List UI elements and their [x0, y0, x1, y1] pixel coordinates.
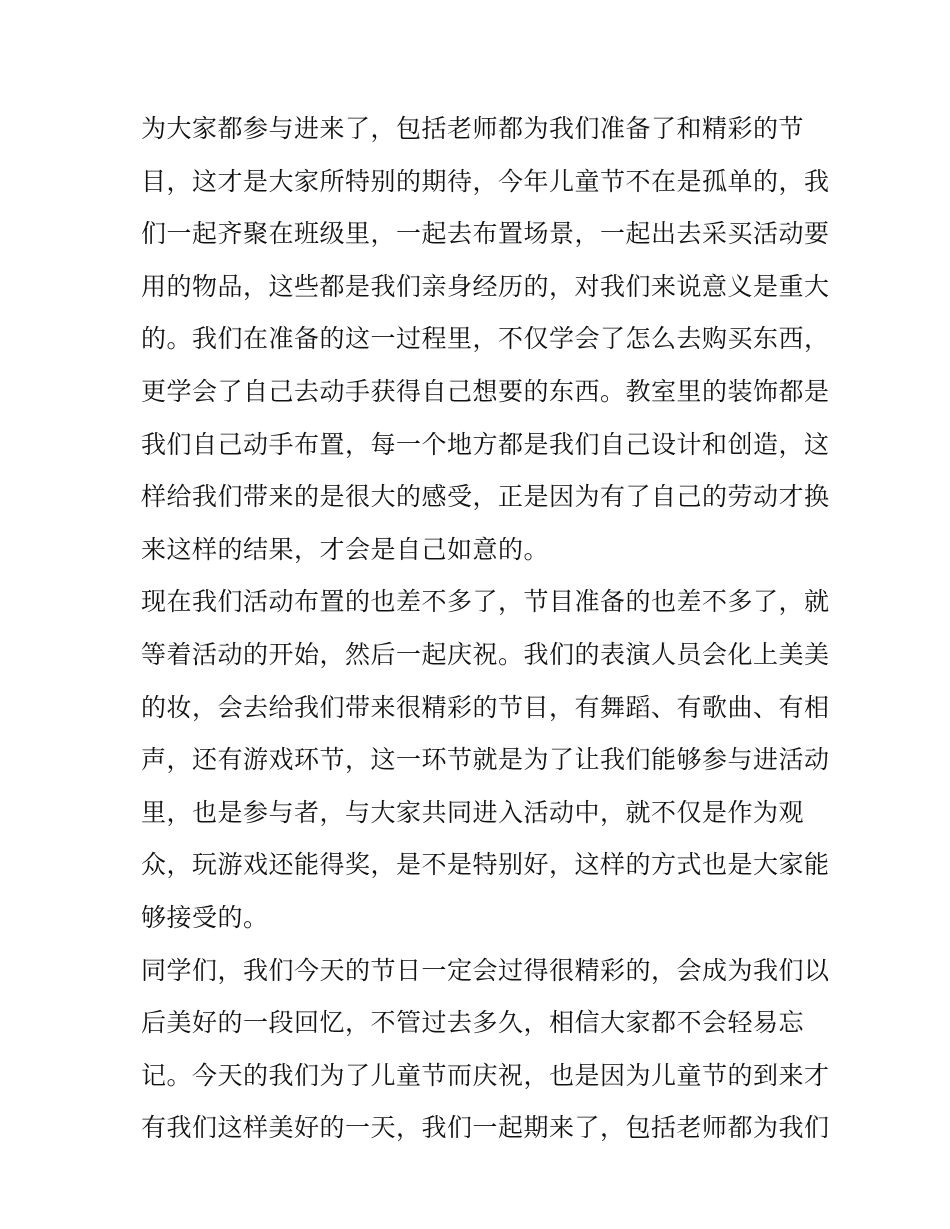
text-line: 里，也是参与者，与大家共同进入活动中，就不仅是作为观 [141, 797, 805, 827]
text-line: 们一起齐聚在班级里，一起去布置场景，一起出去采买活动要 [141, 219, 830, 249]
text-line: 用的物品，这些都是我们亲身经历的，对我们来说意义是重大 [141, 271, 830, 301]
text-line: 我们自己动手布置，每一个地方都是我们自己设计和创造，这 [141, 429, 830, 459]
text-line: 声，还有游戏环节，这一环节就是为了让我们能够参与进活动 [141, 745, 830, 775]
text-line: 等着活动的开始，然后一起庆祝。我们的表演人员会化上美美 [141, 639, 830, 669]
text-line: 目，这才是大家所特别的期待，今年儿童节不在是孤单的，我 [141, 166, 830, 196]
text-line: 记。今天的我们为了儿童节而庆祝，也是因为儿童节的到来才 [141, 1060, 830, 1090]
text-line: 样给我们带来的是很大的感受，正是因为有了自己的劳动才换 [141, 482, 830, 512]
text-line: 够接受的。 [141, 902, 269, 932]
text-line: 同学们，我们今天的节日一定会过得很精彩的，会成为我们以 [141, 955, 830, 985]
text-line: 的妆，会去给我们带来很精彩的节目，有舞蹈、有歌曲、有相 [141, 692, 830, 722]
document-body [141, 103, 830, 1155]
text-line: 的。我们在准备的这一过程里，不仅学会了怎么去购买东西， [141, 324, 830, 354]
text-line: 后美好的一段回忆，不管过去多久，相信大家都不会轻易忘 [141, 1008, 805, 1038]
text-line: 更学会了自己去动手获得自己想要的东西。教室里的装饰都是 [141, 376, 830, 406]
text-line: 有我们这样美好的一天，我们一起期来了，包括老师都为我们 [141, 1113, 830, 1143]
text-line: 现在我们活动布置的也差不多了，节目准备的也差不多了，就 [141, 587, 830, 617]
text-line: 为大家都参与进来了，包括老师都为我们准备了和精彩的节 [141, 114, 805, 143]
text-line: 众，玩游戏还能得奖，是不是特别好，这样的方式也是大家能 [141, 850, 830, 880]
text-line: 来这样的结果，才会是自己如意的。 [141, 534, 550, 564]
